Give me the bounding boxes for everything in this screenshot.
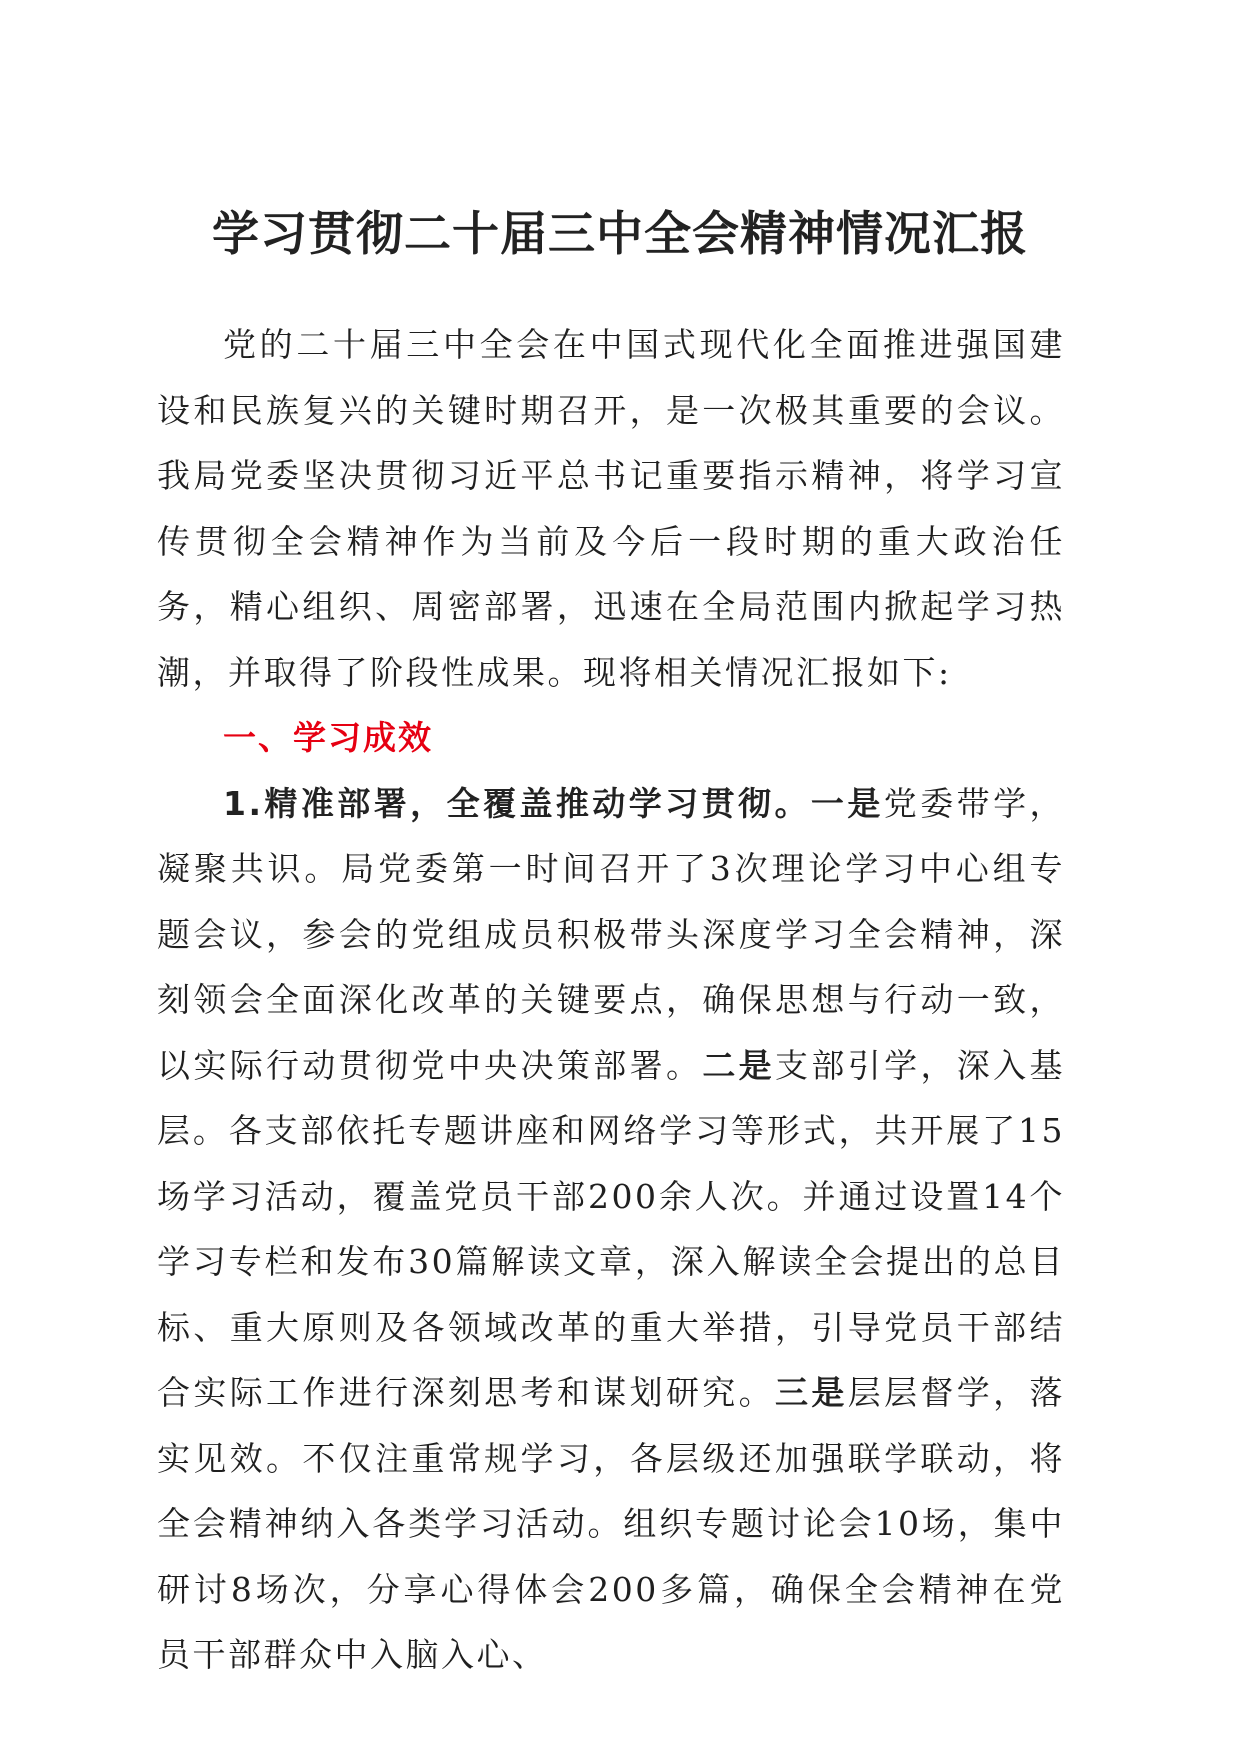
item-1-lead: 1.精准部署，全覆盖推动学习贯彻。: [223, 783, 811, 823]
point-text-2: 支部引学，深入基层。各支部依托专题讲座和网络学习等形式，共开展了15场学习活动，覆盖党员干部200余人次。并通过设置14个学习专栏和发布30篇解读文章，深入解读全会提出的总目标、重大原则及各领域改革的重大举措，引导党员干部结合实际工作进行深刻思考和谋划研究。: [157, 1045, 1066, 1412]
document-title: 学习贯彻二十届三中全会精神情况汇报: [212, 207, 1028, 262]
section-1-item-1-paragraph: [157, 771, 1065, 1688]
section-1-heading: 一、学习成效: [223, 718, 433, 757]
point-text-1: 党委带学，凝聚共识。局党委第一时间召开了3次理论学习中心组专题会议，参会的党组成员积极带头深度学习全会精神，深刻领会全面深化改革的关键要点，确保思想与行动一致，以实际行动贯彻党中央决策部署。: [157, 783, 1066, 1085]
point-marker-1: 一是: [810, 783, 884, 823]
document-body: [157, 312, 1065, 1688]
point-marker-2: 二是: [702, 1045, 776, 1085]
point-text-3: 层层督学，落实见效。不仅注重常规学习，各层级还加强联学联动，将全会精神纳入各类学习活动。组织专题讨论会10场，集中研讨8场次，分享心得体会200多篇，确保全会精神在党员干部群众中入脑入心、: [157, 1373, 1066, 1674]
point-marker-3: 三是: [775, 1373, 848, 1412]
section-heading: [157, 705, 1065, 771]
intro-paragraph: 党的二十届三中全会在中国式现代化全面推进强国建设和民族复兴的关键时期召开，是一次极其重要的会议。我局党委坚决贯彻习近平总书记重要指示精神，将学习宣传贯彻全会精神作为当前及今后一段时期的重大政治任务，精心组织、周密部署，迅速在全局范围内掀起学习热潮，并取得了阶段性成果。现将相关情况汇报如下:: [157, 325, 1065, 692]
